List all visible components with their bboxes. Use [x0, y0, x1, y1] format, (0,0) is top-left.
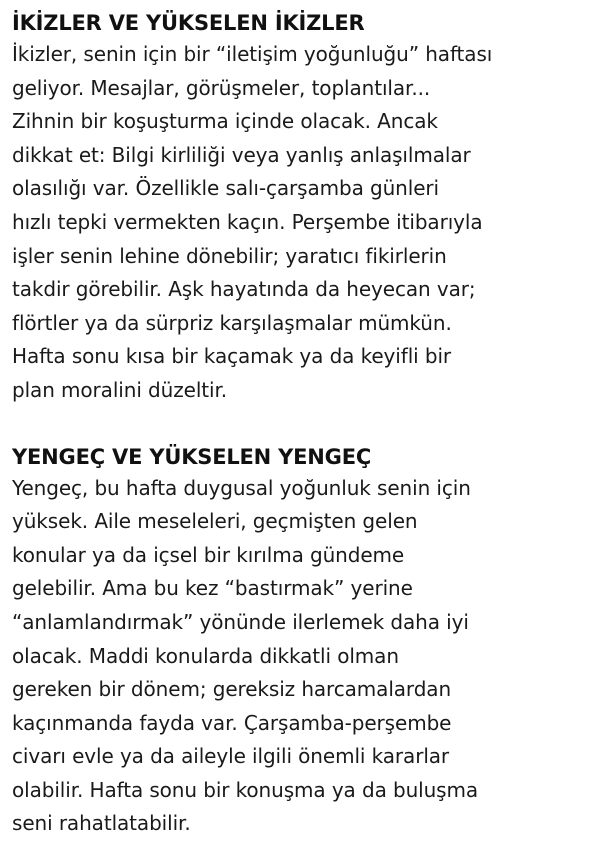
body-line: İkizler, senin için bir “iletişim yoğunluğu” haftası: [12, 42, 493, 66]
body-line: olasılığı var. Özellikle salı-çarşamba günleri: [12, 176, 439, 201]
body-line: flörtler ya da sürpriz karşılaşmalar mümkün.: [12, 310, 452, 335]
body-line: gelebilir. Ama bu kez “bastırmak” yerine: [12, 576, 413, 601]
body-line: Zihnin bir koşuşturma içinde olacak. Ancak: [12, 109, 438, 134]
horoscope-article: [12, 8, 594, 841]
body-line: olabilir. Hafta sonu bir konuşma ya da buluşma: [12, 777, 479, 802]
body-line: kaçınmanda fayda var. Çarşamba-perşembe: [12, 710, 452, 735]
body-line: civarı evle ya da aileyle ilgili önemli kararlar: [12, 744, 450, 769]
body-line: takdir görebilir. Aşk hayatında da heyecan var;: [12, 277, 476, 302]
section-ikizler: [12, 8, 594, 408]
body-line: Yengeç, bu hafta duygusal yoğunluk senin için: [12, 475, 471, 500]
section-divider: [12, 408, 594, 442]
body-line: yüksek. Aile meseleleri, geçmişten gelen: [12, 509, 418, 534]
body-line: gereken bir dönem; gereksiz harcamalardan: [12, 677, 452, 702]
body-line: konular ya da içsel bir kırılma gündeme: [12, 542, 405, 567]
body-line: seni rahatlatabilir.: [12, 811, 191, 836]
body-line: olacak. Maddi konularda dikkatli olman: [12, 643, 399, 668]
body-line: geliyor. Mesajlar, görüşmeler, toplantılar...: [12, 75, 431, 100]
section-title: İKİZLER VE YÜKSELEN İKİZLER: [12, 11, 365, 35]
body-line: “anlamlandırmak” yönünde ilerlemek daha iyi: [12, 609, 469, 634]
body-line: hızlı tepki vermekten kaçın. Perşembe itibarıyla: [12, 209, 483, 234]
body-line: dikkat et: Bilgi kirliliği veya yanlış anlaşılmalar: [12, 142, 471, 167]
body-line: plan moralini düzeltir.: [12, 377, 228, 402]
section-body: [12, 38, 594, 408]
body-line: Hafta sonu kısa bir kaçamak ya da keyifli bir: [12, 344, 452, 369]
body-line: işler senin lehine dönebilir; yaratıcı fikirlerin: [12, 243, 447, 268]
section-yengec: [12, 442, 594, 842]
section-body: [12, 472, 594, 842]
section-title: YENGEÇ VE YÜKSELEN YENGEÇ: [12, 444, 372, 469]
